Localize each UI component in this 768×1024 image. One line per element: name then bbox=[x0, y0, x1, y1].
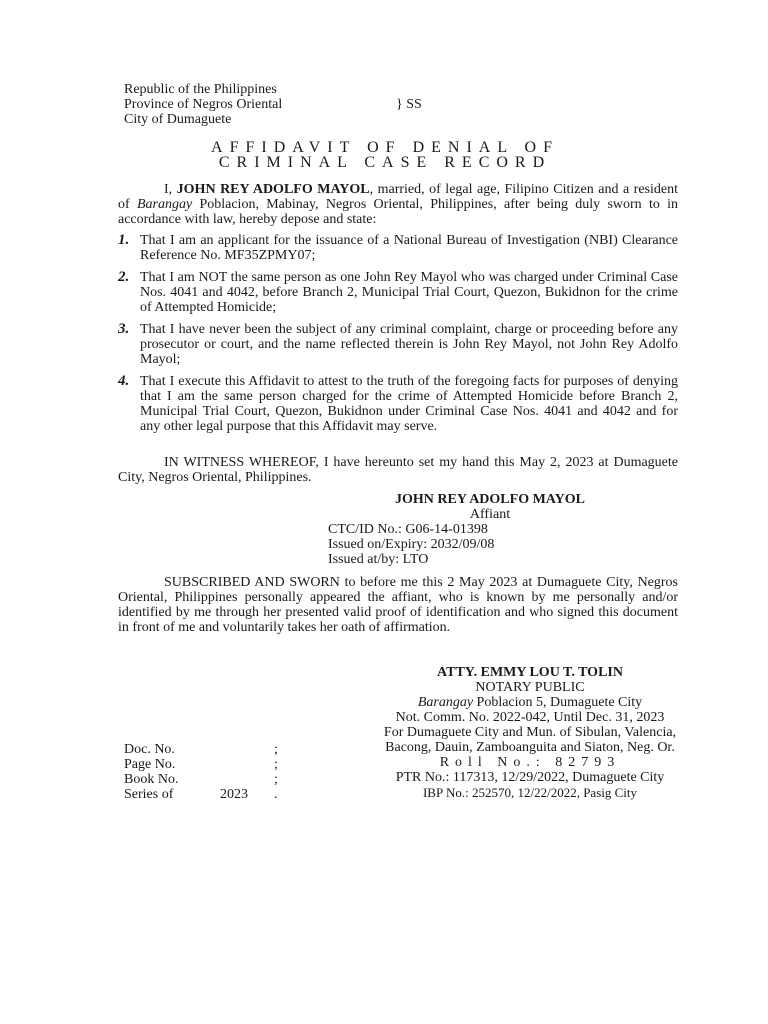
affiant-name-intro: JOHN REY ADOLFO MAYOL bbox=[176, 182, 370, 197]
notary-address bbox=[330, 695, 730, 710]
register-label: Doc. No. bbox=[124, 742, 175, 757]
notary-address-barangay: Barangay bbox=[417, 695, 474, 710]
item-text: That I execute this Affidavit to attest to the truth of the foregoing facts for purposes of denying that I am the same person charged for the crime of Attempted Homicide before Branch 2, Municipal Trial Court, Quezon, Bukidnon under Criminal Case Nos. 4041 and 4042 and for any other legal purpose that this Affidavit may serve. bbox=[140, 374, 678, 434]
notary-ptr: PTR No.: 117313, 12/29/2022, Dumaguete City bbox=[395, 770, 665, 785]
register-row bbox=[124, 757, 278, 772]
item-number: 1. bbox=[118, 232, 130, 248]
notary-area-2: Bacong, Dauin, Zamboanguita and Siaton, Neg. Or. bbox=[385, 740, 675, 755]
register-label: Page No. bbox=[124, 757, 176, 772]
jurat-paragraph: SUBSCRIBED AND SWORN to before me this 2 May 2023 at Dumaguete City, Negros Oriental, Philippines personally appeared the affiant, who is known by me personally and/or identified by me through her presented valid proof of identification and who signed this document in front of me and voluntarily takes her oath of affirmation. bbox=[118, 575, 678, 635]
venue-country: Republic of the Philippines bbox=[124, 82, 277, 97]
notary-commission: Not. Comm. No. 2022-042, Until Dec. 31, 2023 bbox=[395, 710, 665, 725]
notary-name: ATTY. EMMY LOU T. TOLIN bbox=[437, 665, 623, 680]
item-text: That I am an applicant for the issuance of a National Bureau of Investigation (NBI) Clearance Reference No. MF35ZPMY07; bbox=[140, 233, 678, 263]
notary-ibp: IBP No.: 252570, 12/22/2022, Pasig City bbox=[422, 785, 638, 800]
item-text: That I am NOT the same person as one John Rey Mayol who was charged under Criminal Case Nos. 4041 and 4042, before Branch 2, Municipal Trial Court, Quezon, Bukidnon for the crime of Attempted Homicide; bbox=[140, 270, 678, 315]
affiant-label: Affiant bbox=[469, 507, 511, 522]
affiant-issued-on: Issued on/Expiry: 2032/09/08 bbox=[328, 537, 495, 552]
item-number: 3. bbox=[118, 321, 130, 337]
affiant-signature-block bbox=[350, 492, 630, 522]
document-title-line2: CRIMINAL CASE RECORD bbox=[218, 154, 552, 171]
notary-block bbox=[330, 665, 730, 800]
register-row bbox=[124, 772, 278, 787]
register-year: 2023 bbox=[220, 787, 248, 802]
intro-barangay: Barangay bbox=[136, 197, 193, 212]
register-label: Series of bbox=[124, 787, 174, 802]
register-row bbox=[124, 742, 278, 757]
document-title-line1: AFFIDAVIT OF DENIAL OF bbox=[211, 139, 559, 156]
affiant-name: JOHN REY ADOLFO MAYOL bbox=[395, 492, 585, 507]
venue-city: City of Dumaguete bbox=[124, 112, 232, 127]
affiant-ctc: CTC/ID No.: G06-14-01398 bbox=[328, 522, 488, 537]
intro-middle: , married, of legal age, Filipino Citizen and a resident of bbox=[118, 182, 678, 212]
venue-block bbox=[124, 82, 282, 127]
notary-address-rest: Poblacion 5, Dumaguete City bbox=[473, 695, 643, 710]
register-label: Book No. bbox=[124, 772, 179, 787]
notarial-register bbox=[124, 742, 278, 802]
venue-ss: } SS bbox=[396, 97, 422, 112]
item-text: That I have never been the subject of any criminal complaint, charge or proceeding before any prosecutor or court, and the name reflected therein is John Rey Mayol, not John Rey Adolfo Mayol; bbox=[140, 322, 678, 367]
register-sep: ; bbox=[274, 742, 278, 757]
item-number: 2. bbox=[118, 269, 130, 285]
intro-prefix: I, bbox=[164, 182, 177, 197]
register-sep: ; bbox=[274, 757, 278, 772]
affiant-issued-at: Issued at/by: LTO bbox=[328, 552, 429, 567]
notary-title: NOTARY PUBLIC bbox=[475, 680, 585, 695]
venue-province: Province of Negros Oriental bbox=[124, 97, 283, 112]
intro-paragraph bbox=[118, 182, 678, 227]
register-sep: ; bbox=[274, 772, 278, 787]
affiant-id-block bbox=[328, 522, 494, 567]
notary-roll: Roll No.: 82793 bbox=[439, 755, 621, 770]
notary-area-1: For Dumaguete City and Mun. of Sibulan, Valencia, bbox=[383, 725, 677, 740]
register-row bbox=[124, 787, 278, 802]
intro-suffix: Poblacion, Mabinay, Negros Oriental, Philippines, after being duly sworn to in accordance with law, hereby depose and state: bbox=[118, 197, 679, 227]
item-number: 4. bbox=[118, 373, 130, 389]
witness-paragraph: IN WITNESS WHEREOF, I have hereunto set my hand this May 2, 2023 at Dumaguete City, Negros Oriental, Philippines. bbox=[118, 455, 678, 485]
register-end: . bbox=[274, 787, 278, 802]
